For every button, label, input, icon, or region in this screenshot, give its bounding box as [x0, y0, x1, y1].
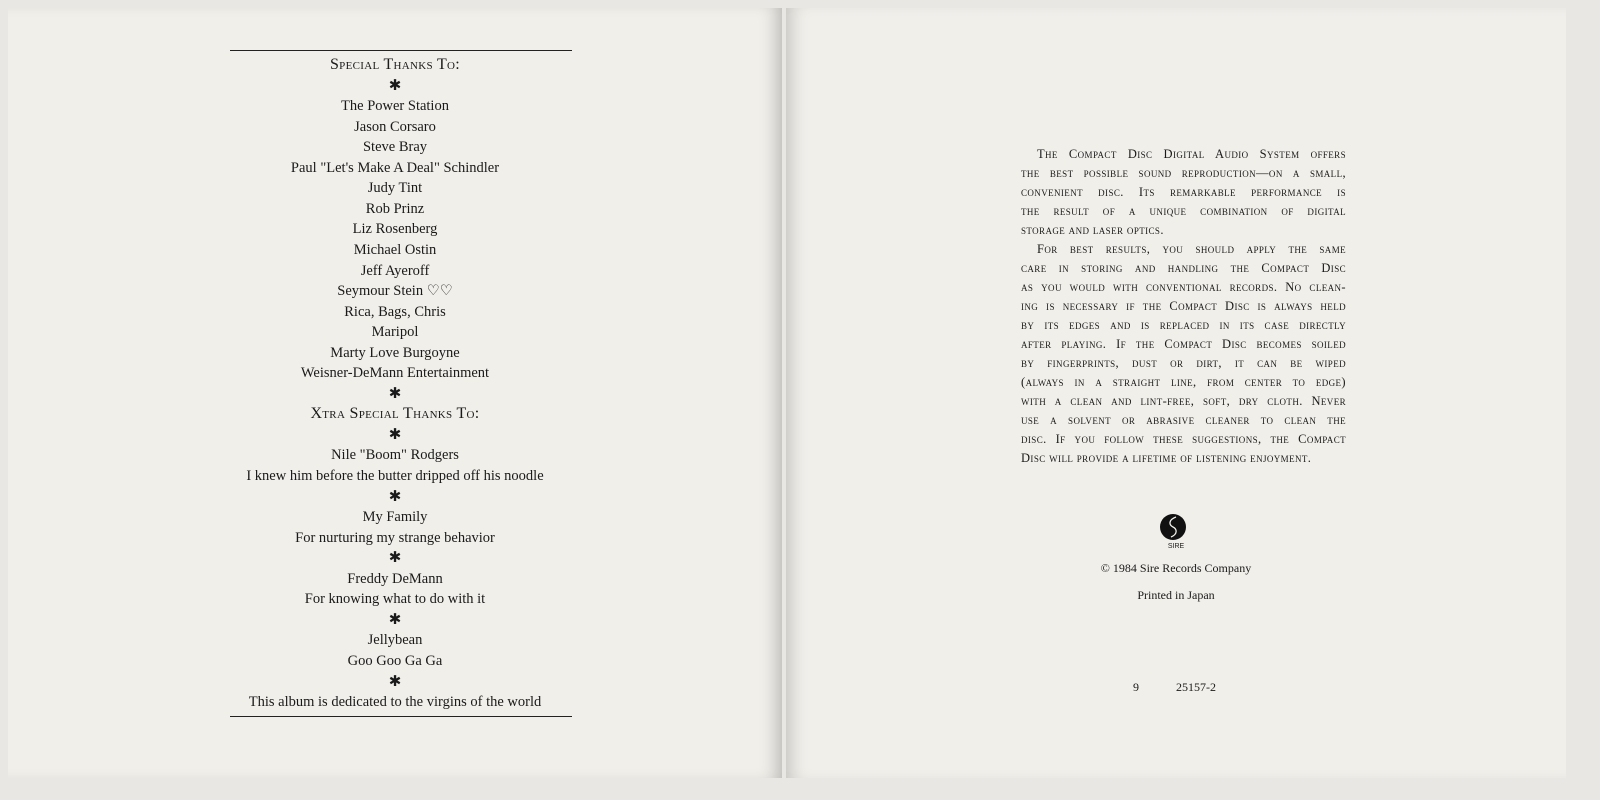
logo-text: SIRE — [1167, 543, 1185, 550]
notice-line: care in storing and handling the Compact Disc — [1021, 261, 1346, 275]
asterisk-divider: ✱ — [388, 488, 402, 505]
sire-logo — [1160, 514, 1186, 540]
notice-line: storage and laser optics. — [1021, 223, 1164, 237]
bottom-rule — [230, 716, 572, 717]
notice-line: the best possible sound reproduction—on a small, — [1021, 166, 1346, 180]
catalog-prefix: 9 — [1133, 680, 1139, 694]
credit-line: Jellybean — [367, 632, 423, 649]
printed-in: Printed in Japan — [1137, 588, 1215, 602]
credit-line: Goo Goo Ga Ga — [347, 652, 443, 669]
right-page-notice — [786, 8, 1566, 778]
credit-line: Marty Love Burgoyne — [330, 344, 460, 361]
notice-line: Disc will provide a lifetime of listening enjoyment. — [1021, 451, 1312, 465]
notice-line: disc. If you follow these suggestions, the Compact — [1021, 432, 1346, 446]
notice-line: use a solvent or abrasive cleaner to clean the — [1021, 413, 1346, 427]
catalog-number: 25157-2 — [1176, 680, 1216, 694]
asterisk-divider: ✱ — [388, 611, 402, 628]
credit-line: Michael Ostin — [353, 241, 437, 258]
notice-line: (always in a straight line, from center to edge) — [1021, 375, 1346, 389]
notice-line: as you would with conventional records. No clean- — [1021, 280, 1346, 294]
credit-line: Jeff Ayeroff — [360, 262, 430, 279]
credit-line: Judy Tint — [367, 180, 423, 197]
asterisk-divider: ✱ — [388, 673, 402, 690]
credit-line: Weisner-DeMann Entertainment — [300, 365, 490, 382]
section-heading: Special Thanks To: — [329, 56, 461, 73]
credit-line: This album is dedicated to the virgins of the world — [248, 694, 542, 711]
credit-line: Seymour Stein ♡♡ — [337, 283, 453, 300]
notice-line: The Compact Disc Digital Audio System offers — [1037, 147, 1346, 161]
credit-line: My Family — [362, 509, 428, 526]
notice-line: For best results, you should apply the same — [1037, 242, 1346, 256]
credit-line: Rob Prinz — [365, 200, 425, 217]
asterisk-divider: ✱ — [388, 550, 402, 567]
credit-line: Jason Corsaro — [354, 118, 436, 135]
credit-line: For knowing what to do with it — [304, 591, 486, 608]
notice-line: by its edges and is replaced in its case directly — [1021, 318, 1346, 332]
top-rule — [230, 50, 572, 51]
notice-line: by fingerprints, dust or dirt, it can be wiped — [1021, 356, 1346, 370]
credit-line: For nurturing my strange behavior — [295, 529, 495, 546]
left-page-thanks — [8, 8, 782, 778]
notice-line: with a clean and lint-free, soft, dry cloth. Never — [1021, 394, 1346, 408]
credit-line: Nile "Boom" Rodgers — [331, 447, 459, 464]
credit-line: I knew him before the butter dripped off his noodle — [246, 468, 544, 484]
credit-line: Rica, Bags, Chris — [344, 303, 446, 320]
asterisk-divider: ✱ — [388, 385, 402, 402]
credit-line: Freddy DeMann — [347, 570, 443, 587]
credit-line: Paul "Let's Make A Deal" Schindler — [290, 159, 500, 176]
credit-line: The Power Station — [341, 98, 449, 115]
credit-line: Maripol — [371, 324, 419, 341]
section-heading: Xtra Special Thanks To: — [310, 405, 480, 423]
notice-line: ing is necessary if the Compact Disc is always held — [1021, 299, 1346, 313]
copyright: © 1984 Sire Records Company — [1100, 561, 1252, 575]
notice-line: the result of a unique combination of digital — [1021, 204, 1346, 218]
asterisk-divider: ✱ — [388, 426, 402, 443]
asterisk-divider: ✱ — [388, 77, 402, 94]
credit-line: Steve Bray — [362, 139, 428, 156]
credit-line: Liz Rosenberg — [352, 221, 438, 238]
notice-line: convenient disc. Its remarkable performance is — [1021, 185, 1346, 199]
notice-line: after playing. If the Compact Disc becomes soiled — [1021, 337, 1346, 351]
